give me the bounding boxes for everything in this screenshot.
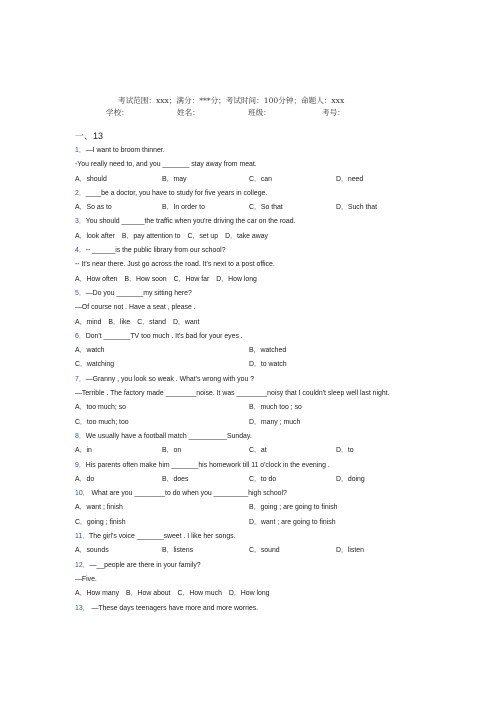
question-number: 10． xyxy=(75,490,90,498)
question-text: -- ______is the public library from our school? xyxy=(85,247,226,255)
options-row xyxy=(75,473,395,487)
option-choice: D．How long xyxy=(228,590,270,598)
question-text: We usually have a football match __________Sunday. xyxy=(85,432,252,440)
option-choice: B．In order to xyxy=(162,204,205,212)
option-choice: D．listen xyxy=(336,547,364,555)
options-row xyxy=(75,401,395,415)
options-row xyxy=(75,544,395,558)
options-row xyxy=(75,444,395,458)
question-stem xyxy=(75,373,395,387)
options-row xyxy=(75,358,395,372)
question-stem xyxy=(75,430,395,444)
question-text: —Do you _______my sitting here? xyxy=(85,289,192,297)
question-number: 12． xyxy=(75,561,90,569)
question-stem xyxy=(75,215,395,229)
option-choice: C．stand xyxy=(137,318,166,326)
option-choice: A．want ; finish xyxy=(75,504,123,512)
option-choice: C．too much; too xyxy=(75,418,129,426)
question-text: ____be a doctor, you have to study for five years in college. xyxy=(85,189,268,197)
name-label: 姓名： xyxy=(177,108,200,117)
option-choice: A．How many xyxy=(75,590,120,598)
question-number: 5． xyxy=(75,289,86,297)
options-row xyxy=(75,273,395,287)
question-stem xyxy=(75,144,395,158)
question-number: 11． xyxy=(75,533,90,541)
question-stem xyxy=(75,602,395,616)
question-text: You should ______the traffic when you're driving the car on the road. xyxy=(85,218,296,226)
option-choice: D．need xyxy=(336,175,364,183)
option-choice: B．How about xyxy=(126,590,171,598)
question-context-line: —Of course not . Have a seat , please . xyxy=(75,304,196,312)
option-choice: C．How much xyxy=(177,590,222,598)
option-choice: C．watching xyxy=(75,361,115,369)
question-stem xyxy=(75,244,395,258)
option-choice: B．going ; are going to finish xyxy=(249,504,338,512)
section-title: 一、13 xyxy=(75,131,104,141)
option-choice: D．many ; much xyxy=(249,418,301,426)
question-number: 8． xyxy=(75,432,86,440)
option-choice: D．want xyxy=(172,318,200,326)
option-choice: D．doing xyxy=(336,475,365,483)
option-choice: B．much too ; so xyxy=(249,404,302,412)
question-text: —Granny , you look so weak . What's wrong with you ? xyxy=(85,375,255,383)
options-row xyxy=(75,416,395,430)
option-choice: B．pay attention to xyxy=(121,232,181,240)
question-context-line: —Terrible . The factory made ________noise. It was ________noisy that I couldn't sleep well last night. xyxy=(75,390,390,398)
option-choice: A．So as to xyxy=(75,204,112,212)
option-choice: B．on xyxy=(162,447,182,455)
option-choice: D．to xyxy=(336,447,354,455)
option-choice: A．watch xyxy=(75,347,105,355)
option-choice: B．may xyxy=(162,175,187,183)
question-stem xyxy=(75,287,395,301)
question-number: 2． xyxy=(75,189,86,197)
question-text: What are you ________to do when you _________high school? xyxy=(89,490,287,498)
option-choice: C．So that xyxy=(249,204,283,212)
class-label: 班级： xyxy=(248,108,271,117)
option-choice: A．How often xyxy=(75,275,118,283)
options-row xyxy=(75,173,395,187)
option-choice: B．listens xyxy=(162,547,194,555)
question-stem xyxy=(75,187,395,201)
question-stem xyxy=(75,330,395,344)
options-row xyxy=(75,516,395,530)
option-choice: D．How long xyxy=(216,275,257,283)
option-choice: B．How soon xyxy=(124,275,167,283)
school-label: 学校： xyxy=(106,108,129,117)
options-row xyxy=(75,344,395,358)
option-choice: A．should xyxy=(75,175,107,183)
question-text: The girl's voice _______sweet . I like her songs. xyxy=(89,533,236,541)
option-choice: C．set up xyxy=(187,232,219,240)
option-choice: D．Such that xyxy=(336,204,377,212)
question-text: His parents often make him _______his homework till 11 o'clock in the evening . xyxy=(85,461,330,469)
options-row xyxy=(75,587,395,601)
option-choice: C．How far xyxy=(173,275,210,283)
option-choice: A．in xyxy=(75,447,92,455)
option-choice: C．sound xyxy=(249,547,280,555)
question-stem xyxy=(75,530,395,544)
option-choice: A．too much; so xyxy=(75,404,126,412)
question-number: 13． xyxy=(75,604,90,612)
question-context-line: -- It's near there. Just go across the road. It's next to a post office. xyxy=(75,261,275,269)
option-choice: A．do xyxy=(75,475,95,483)
option-choice: D．want ; are going to finish xyxy=(249,518,336,526)
option-choice: A．mind xyxy=(75,318,102,326)
option-choice: C．can xyxy=(249,175,272,183)
exam-info-line: 考试范围：xxx；满分：***分；考试时间：100分钟；命题人：xxx xyxy=(118,96,345,105)
option-choice: B．watched xyxy=(249,347,287,355)
question-text: —These days teenagers have more and more worries. xyxy=(89,604,259,612)
question-number: 6． xyxy=(75,332,86,340)
option-choice: C．to do xyxy=(249,475,277,483)
number-label: 考号： xyxy=(322,108,345,117)
options-row xyxy=(75,230,395,244)
question-number: 9． xyxy=(75,461,86,469)
question-stem xyxy=(75,559,395,573)
options-row xyxy=(75,316,395,330)
question-text: —__people are there in your family? xyxy=(89,561,201,569)
option-choice: B．like xyxy=(108,318,131,326)
question-number: 3． xyxy=(75,218,86,226)
options-row xyxy=(75,201,395,215)
question-text: Don't _______TV too much . It's bad for your eyes . xyxy=(85,332,243,340)
question-stem xyxy=(75,459,395,473)
question-number: 7． xyxy=(75,375,86,383)
question-text: —I want to broom thinner. xyxy=(85,147,165,154)
option-choice: C．going ; finish xyxy=(75,518,126,526)
option-choice: D．to watch xyxy=(249,361,287,369)
option-choice: A．look after xyxy=(75,232,115,240)
options-row xyxy=(75,501,395,515)
option-choice: A．sounds xyxy=(75,547,109,555)
option-choice: B．does xyxy=(162,475,189,483)
question-list xyxy=(75,144,395,616)
question-number: 1． xyxy=(75,147,86,154)
question-number: 4． xyxy=(75,247,86,255)
question-context-line: —Five. xyxy=(75,575,97,583)
question-context-line: -You really need to, and you _______ stay away from meat. xyxy=(75,161,257,169)
option-choice: C．at xyxy=(249,447,267,455)
option-choice: D．take away xyxy=(225,232,268,240)
question-stem xyxy=(75,487,395,501)
